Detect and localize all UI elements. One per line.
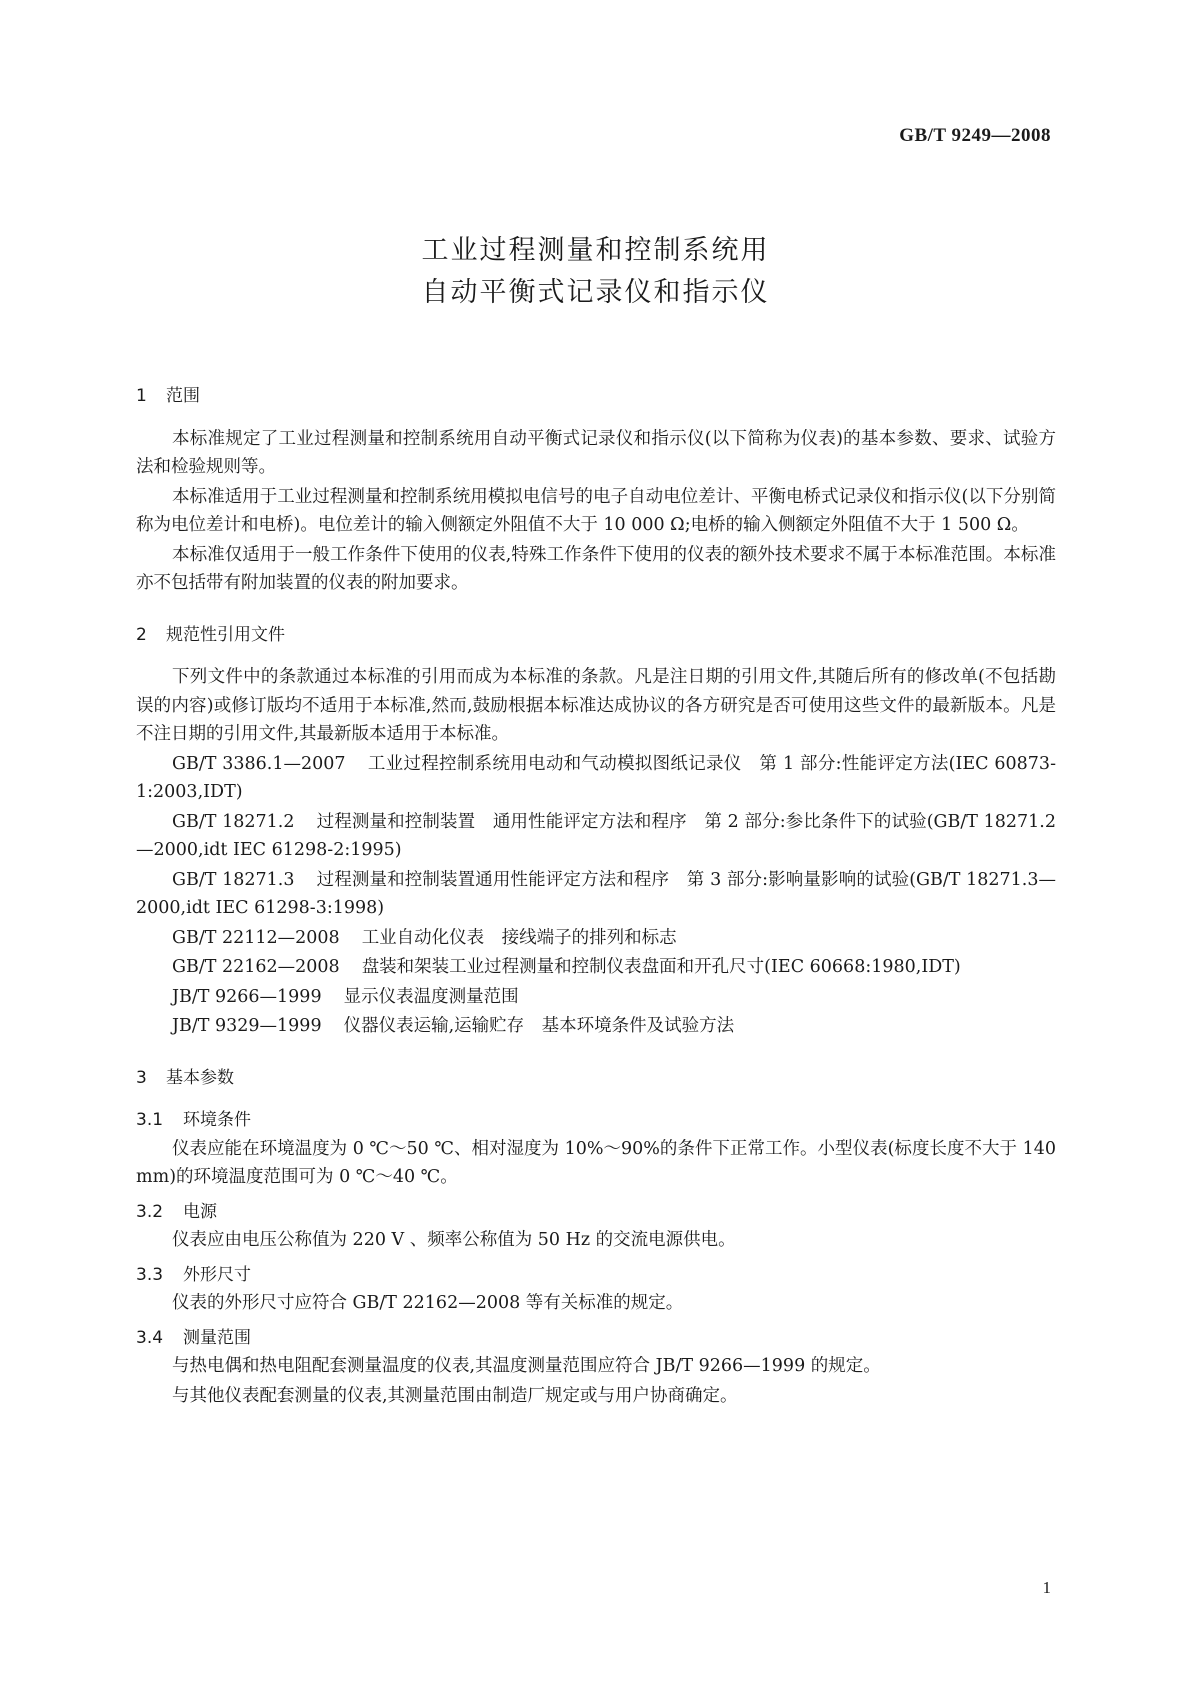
paragraph: 本标准适用于工业过程测量和控制系统用模拟电信号的电子自动电位差计、平衡电桥式记录仪和指示仪(以下分别简称为电位差计和电桥)。电位差计的输入侧额定外阻值不大于 10 000 Ω;电桥的输入侧额定外阻值不大于 1 500 Ω。 bbox=[136, 486, 1056, 535]
reference-item bbox=[136, 983, 1056, 1012]
reference-code: JB/T 9266—1999 bbox=[172, 986, 322, 1007]
page-number: 1 bbox=[1042, 1578, 1051, 1597]
reference-code: GB/T 22112—2008 bbox=[172, 927, 340, 948]
section-number: 3 bbox=[136, 1067, 147, 1088]
reference-item bbox=[136, 808, 1056, 865]
reference-text: 工业过程控制系统用电动和气动模拟图纸记录仪 第 1 部分:性能评定方法(IEC 60873-1:2003,IDT) bbox=[136, 753, 1056, 802]
subsection-3-2-heading bbox=[136, 1198, 1056, 1227]
section-number: 2 bbox=[136, 624, 147, 645]
title-line-1: 工业过程测量和控制系统用 bbox=[421, 235, 770, 266]
subsection-title: 电源 bbox=[183, 1201, 218, 1222]
paragraph: 与热电偶和热电阻配套测量温度的仪表,其温度测量范围应符合 JB/T 9266—1999 的规定。 bbox=[172, 1356, 881, 1376]
subsection-3-1-heading bbox=[136, 1106, 1056, 1135]
document-body bbox=[136, 372, 1056, 1411]
reference-code: GB/T 18271.2 bbox=[172, 811, 295, 832]
paragraph: 本标准规定了工业过程测量和控制系统用自动平衡式记录仪和指示仪(以下简称为仪表)的基本参数、要求、试验方法和检验规则等。 bbox=[136, 428, 1056, 477]
reference-text: 工业自动化仪表 接线端子的排列和标志 bbox=[361, 927, 677, 948]
document-title bbox=[0, 230, 1191, 314]
paragraph: 与其他仪表配套测量的仪表,其测量范围由制造厂规定或与用户协商确定。 bbox=[172, 1385, 738, 1406]
section-1-heading bbox=[136, 382, 1056, 411]
subsection-number: 3.1 bbox=[136, 1110, 164, 1130]
paragraph: 本标准仅适用于一般工作条件下使用的仪表,特殊工作条件下使用的仪表的额外技术要求不属于本标准范围。本标准亦不包括带有附加装置的仪表的附加要求。 bbox=[136, 544, 1056, 593]
subsection-3-4-heading bbox=[136, 1324, 1056, 1353]
section-title: 范围 bbox=[166, 386, 200, 406]
section-3-heading bbox=[136, 1064, 1056, 1093]
section-title: 基本参数 bbox=[166, 1067, 234, 1088]
reference-code: GB/T 3386.1—2007 bbox=[172, 753, 346, 774]
section-number: 1 bbox=[136, 386, 147, 406]
reference-item bbox=[136, 750, 1056, 807]
reference-code: JB/T 9329—1999 bbox=[172, 1016, 322, 1036]
reference-code: GB/T 22162—2008 bbox=[172, 957, 340, 977]
subsection-number: 3.2 bbox=[136, 1201, 164, 1222]
paragraph: 仪表应能在环境温度为 0 ℃～50 ℃、相对湿度为 10%～90%的条件下正常工作。小型仪表(标度长度不大于 140 mm)的环境温度范围可为 0 ℃～40 ℃。 bbox=[136, 1138, 1056, 1187]
reference-item bbox=[136, 924, 1056, 953]
title-line-2: 自动平衡式记录仪和指示仪 bbox=[421, 277, 770, 308]
subsection-3-3-heading bbox=[136, 1261, 1056, 1290]
subsection-number: 3.3 bbox=[136, 1264, 164, 1285]
reference-text: 过程测量和控制装置通用性能评定方法和程序 第 3 部分:影响量影响的试验(GB/T 18271.3—2000,idt IEC 61298-3:1998) bbox=[136, 869, 1056, 918]
standard-code: GB/T 9249—2008 bbox=[899, 125, 1051, 146]
reference-text: 盘装和架装工业过程测量和控制仪表盘面和开孔尺寸(IEC 60668:1980,IDT) bbox=[361, 957, 961, 977]
reference-item bbox=[136, 1012, 1056, 1041]
paragraph: 下列文件中的条款通过本标准的引用而成为本标准的条款。凡是注日期的引用文件,其随后所有的修改单(不包括勘误的内容)或修订版均不适用于本标准,然而,鼓励根据本标准达成协议的各方研究是否可使用这些文件的最新版本。凡是不注日期的引用文件,其最新版本适用于本标准。 bbox=[136, 667, 1056, 744]
subsection-title: 环境条件 bbox=[183, 1110, 252, 1130]
paragraph: 仪表应由电压公称值为 220 V 、频率公称值为 50 Hz 的交流电源供电。 bbox=[172, 1230, 736, 1250]
subsection-title: 测量范围 bbox=[183, 1327, 252, 1348]
reference-text: 仪器仪表运输,运输贮存 基本环境条件及试验方法 bbox=[343, 1016, 735, 1036]
section-title: 规范性引用文件 bbox=[166, 624, 285, 645]
reference-item bbox=[136, 866, 1056, 923]
reference-text: 显示仪表温度测量范围 bbox=[343, 986, 519, 1007]
paragraph: 仪表的外形尺寸应符合 GB/T 22162—2008 等有关标准的规定。 bbox=[172, 1293, 684, 1313]
subsection-number: 3.4 bbox=[136, 1327, 164, 1348]
reference-code: GB/T 18271.3 bbox=[172, 869, 295, 890]
reference-item bbox=[136, 953, 1056, 982]
reference-text: 过程测量和控制装置 通用性能评定方法和程序 第 2 部分:参比条件下的试验(GB/T 18271.2—2000,idt IEC 61298-2:1995) bbox=[136, 811, 1056, 860]
subsection-title: 外形尺寸 bbox=[183, 1264, 252, 1285]
section-2-heading bbox=[136, 621, 1056, 650]
